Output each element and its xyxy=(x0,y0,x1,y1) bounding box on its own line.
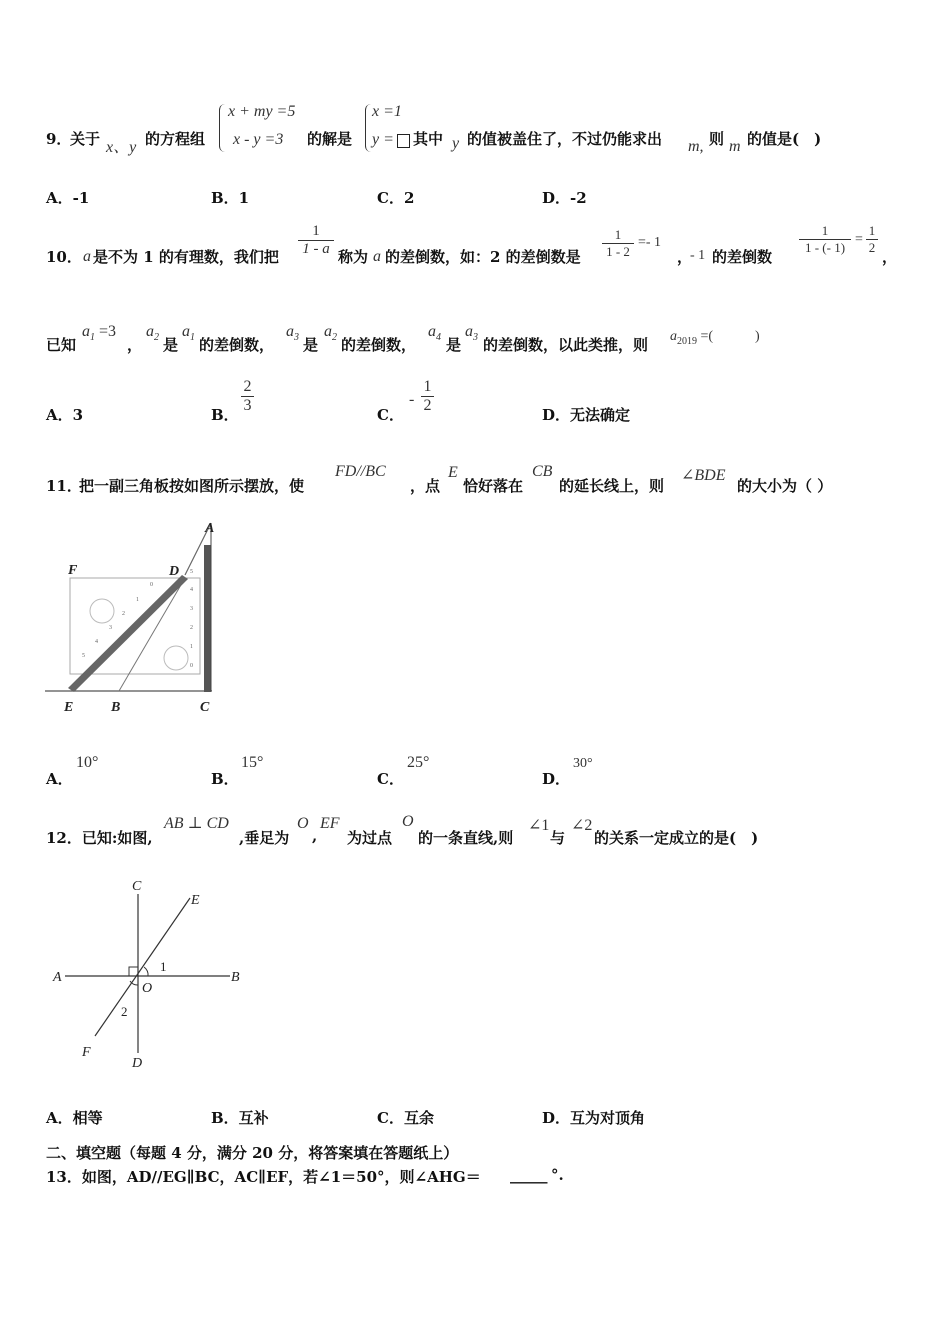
section-2-title: 二、填空题（每题 4 分，满分 20 分，将答案填在答题纸上） xyxy=(46,1144,459,1162)
q10-ex2-result-fraction xyxy=(866,223,878,256)
q10-example-2-fraction xyxy=(799,223,851,256)
q12-number-text: 12．已知:如图, xyxy=(46,829,153,847)
q11-text-4: 的延长线上，则 xyxy=(559,477,665,495)
q12-var-ef: EF xyxy=(320,815,340,832)
q11-label-b: B xyxy=(111,700,121,715)
q12-var-o: O xyxy=(297,815,309,832)
q9-text-5: 的值被盖住了，不过仍能求出 xyxy=(467,130,663,148)
q10-text-2: 称为 xyxy=(338,248,369,266)
q10-optb-den: 3 xyxy=(243,397,252,414)
q9-var-m: m, xyxy=(688,138,704,155)
q12-line-ef xyxy=(95,898,190,1036)
q10-ex2-res-den: 2 xyxy=(868,240,876,255)
q11-angle-bde: ∠BDE xyxy=(681,467,726,484)
q10-ex1-num: 1 xyxy=(614,227,622,242)
q10-a2: $a_2$ xyxy=(146,323,159,344)
q10-option-b-fraction xyxy=(241,378,254,415)
q11-hole-1 xyxy=(90,599,114,623)
q12-label-a: A xyxy=(53,970,62,985)
q10-optb-num: 2 xyxy=(243,378,252,395)
covered-box-icon xyxy=(397,134,410,148)
q10-a2019: $a_{2019}$ =( ) xyxy=(670,329,760,347)
q12-label-o: O xyxy=(142,981,153,996)
q12-ab-perp-cd: AB ⊥ CD xyxy=(164,815,229,832)
q10-a3: $a_3$ xyxy=(286,323,299,344)
q11-number: 11． xyxy=(46,477,82,495)
q10-neg-one: - 1 xyxy=(690,248,706,263)
q10-line2-text-5: 是 xyxy=(303,336,319,354)
q12-text-3: 为过点 xyxy=(347,829,393,847)
q11-ruler-tick-2: 2 xyxy=(190,625,193,631)
q12-option-d: D．互为对顶角 xyxy=(542,1109,646,1127)
q10-text-4: ， xyxy=(677,248,693,266)
q10-text-5: 的差倒数 xyxy=(712,248,773,266)
q11-text-1: 把一副三角板按如图所示摆放，使 xyxy=(79,477,305,495)
q9-text-6: 则 xyxy=(709,130,725,148)
q9-var-m2: m xyxy=(729,138,741,155)
q12-label-b: B xyxy=(231,970,240,985)
q12-option-b: B．互补 xyxy=(211,1109,269,1127)
q11-hole-2 xyxy=(164,646,188,670)
q10-text-3: 的差倒数，如：2 的差倒数是 xyxy=(385,248,581,266)
q12-label-d: D xyxy=(132,1056,143,1071)
q11-text-2: ，点 xyxy=(410,477,441,495)
q11-figure xyxy=(40,515,230,720)
q9-text-4: 其中 xyxy=(413,130,444,148)
q10-line2-text-2: ， xyxy=(127,336,143,354)
q12-text-1: ,垂足为 xyxy=(239,829,290,847)
q11-diag-tick-2: 2 xyxy=(122,611,125,617)
q10-var-a2: a xyxy=(373,248,381,265)
q11-diag-tick-3: 3 xyxy=(109,625,112,631)
q11-diag-tick-1: 1 xyxy=(136,597,139,603)
q11-label-a: A xyxy=(205,521,215,536)
q10-a4: $a_4$ xyxy=(428,323,441,344)
q12-angle-2: ∠2 xyxy=(571,817,593,834)
q10-text-1: 是不为 1 的有理数，我们把 xyxy=(93,248,279,266)
q11-label-e: E xyxy=(64,700,74,715)
q10-var-a: a xyxy=(83,248,91,265)
q9-system-brace xyxy=(219,104,226,152)
q9-option-c: C．2 xyxy=(377,189,415,207)
q11-var-cb: CB xyxy=(532,463,553,480)
q11-option-b-label: B． xyxy=(211,770,239,788)
q9-option-a: A．-1 xyxy=(46,189,90,207)
q11-ruler-tick-3: 3 xyxy=(190,606,193,612)
q10-a1: $a_1 =3$ xyxy=(82,323,117,344)
q9-number: 9． xyxy=(46,130,72,148)
q11-option-d-label: D． xyxy=(542,770,571,788)
q10-optc-den: 2 xyxy=(423,397,432,414)
q11-ruler-tick-1: 1 xyxy=(190,644,193,650)
q10-ex2-den: 1 - (- 1) xyxy=(804,240,846,255)
q9-option-b: B．1 xyxy=(211,189,250,207)
q10-ex1-result: =- 1 xyxy=(638,235,662,250)
q10-example-1-fraction xyxy=(602,227,634,260)
q10-ex1-den: 1 - 2 xyxy=(606,244,630,259)
q12-option-a: A．相等 xyxy=(46,1109,103,1127)
q10-option-b-label: B． xyxy=(211,406,239,424)
q10-ex2-num: 1 xyxy=(821,223,829,238)
q10-ex2-equals: = xyxy=(855,232,863,247)
q11-ruler-tick-5: 5 xyxy=(190,569,193,575)
q11-option-c-value: 25° xyxy=(407,754,430,771)
q12-text-5: 与 xyxy=(550,829,566,847)
q12-label-c: C xyxy=(132,879,142,894)
q9-var-y: y xyxy=(452,135,460,152)
q11-option-a-value: 10° xyxy=(76,754,99,771)
q9-sol2: y = xyxy=(372,131,394,148)
q12-label-angle-2: 2 xyxy=(121,1004,128,1019)
q11-fd-parallel-bc: FD//BC xyxy=(335,463,386,480)
q10-line2-text-4: 的差倒数， xyxy=(199,336,275,354)
q11-label-c: C xyxy=(200,700,210,715)
q10-line2-text-6: 的差倒数， xyxy=(341,336,417,354)
q10-fraction-def xyxy=(298,223,334,258)
q9-eq1: x + my =5 xyxy=(228,103,296,120)
q13-text: 13．如图，AD//EG∥BC，AC∥EF，若∠1＝50°，则∠AHG＝ xyxy=(46,1168,481,1186)
q9-option-d: D．-2 xyxy=(542,189,587,207)
q13-answer-blank: _____ xyxy=(510,1166,548,1184)
q10-optc-num: 1 xyxy=(423,378,432,395)
q11-ruler-tick-4: 4 xyxy=(190,587,193,593)
q11-diag-tick-4: 4 xyxy=(95,639,98,645)
q12-var-o2: O xyxy=(402,813,414,830)
q12-option-c: C．互余 xyxy=(377,1109,434,1127)
q9-text-7: 的值是( ) xyxy=(747,130,822,148)
q12-text-2: , xyxy=(312,827,318,845)
q11-option-c-label: C． xyxy=(377,770,404,788)
q11-option-d-value: 30° xyxy=(573,756,593,771)
q9-eq2: x - y =3 xyxy=(233,131,284,148)
q12-angle-1: ∠1 xyxy=(528,817,550,834)
q12-label-angle-1: 1 xyxy=(160,959,167,974)
q11-vertical-ruler xyxy=(204,545,211,692)
q11-option-a-label: A． xyxy=(46,770,73,788)
q12-text-6: 的关系一定成立的是( ) xyxy=(594,829,759,847)
q10-frac-den: 1 - a xyxy=(302,241,330,257)
q12-label-e: E xyxy=(191,893,200,908)
q9-text-1: 关于 xyxy=(70,130,101,148)
q11-diag-tick-0: 0 xyxy=(150,582,153,588)
q10-frac-num: 1 xyxy=(312,223,320,239)
q10-option-a: A．3 xyxy=(46,406,84,424)
q10-line2-text-7: 是 xyxy=(446,336,462,354)
q11-text-5: 的大小为（ ） xyxy=(737,477,833,495)
q10-a2b: $a_2$ xyxy=(324,323,337,344)
q9-sol1: x =1 xyxy=(372,103,402,120)
q9-var-xy: x、y xyxy=(106,139,137,156)
q9-solution-brace xyxy=(365,104,372,152)
q10-line2-text-3: 是 xyxy=(163,336,179,354)
q12-figure xyxy=(45,870,255,1075)
q9-text-2: 的方程组 xyxy=(145,130,206,148)
q12-text-4: 的一条直线,则 xyxy=(418,829,514,847)
q13-end: °. xyxy=(551,1166,564,1184)
q10-line2-text-8: 的差倒数，以此类推，则 xyxy=(483,336,649,354)
q10-a1b: $a_1$ xyxy=(182,323,195,344)
q10-option-c-fraction xyxy=(421,378,434,415)
q10-number: 10． xyxy=(46,248,82,266)
q10-option-d: D．无法确定 xyxy=(542,406,631,424)
q11-diag-tick-5: 5 xyxy=(82,653,85,659)
q11-text-3: 恰好落在 xyxy=(463,477,524,495)
q11-label-f: F xyxy=(68,563,78,578)
q10-option-c-sign: - xyxy=(409,391,415,408)
q10-line2-text-1: 已知 xyxy=(46,336,77,354)
q11-var-e: E xyxy=(448,464,458,481)
q12-angle-1-arc xyxy=(144,967,148,976)
q10-ex2-res-num: 1 xyxy=(868,223,876,238)
q11-option-b-value: 15° xyxy=(241,754,264,771)
q11-ruler-tick-0: 0 xyxy=(190,663,193,669)
q10-a3b: $a_3$ xyxy=(465,323,478,344)
q12-label-f: F xyxy=(82,1045,91,1060)
q10-option-c-label: C． xyxy=(377,406,404,424)
q10-text-6: ， xyxy=(882,248,898,266)
q11-label-d: D xyxy=(169,564,180,579)
q9-text-3: 的解是 xyxy=(307,130,353,148)
